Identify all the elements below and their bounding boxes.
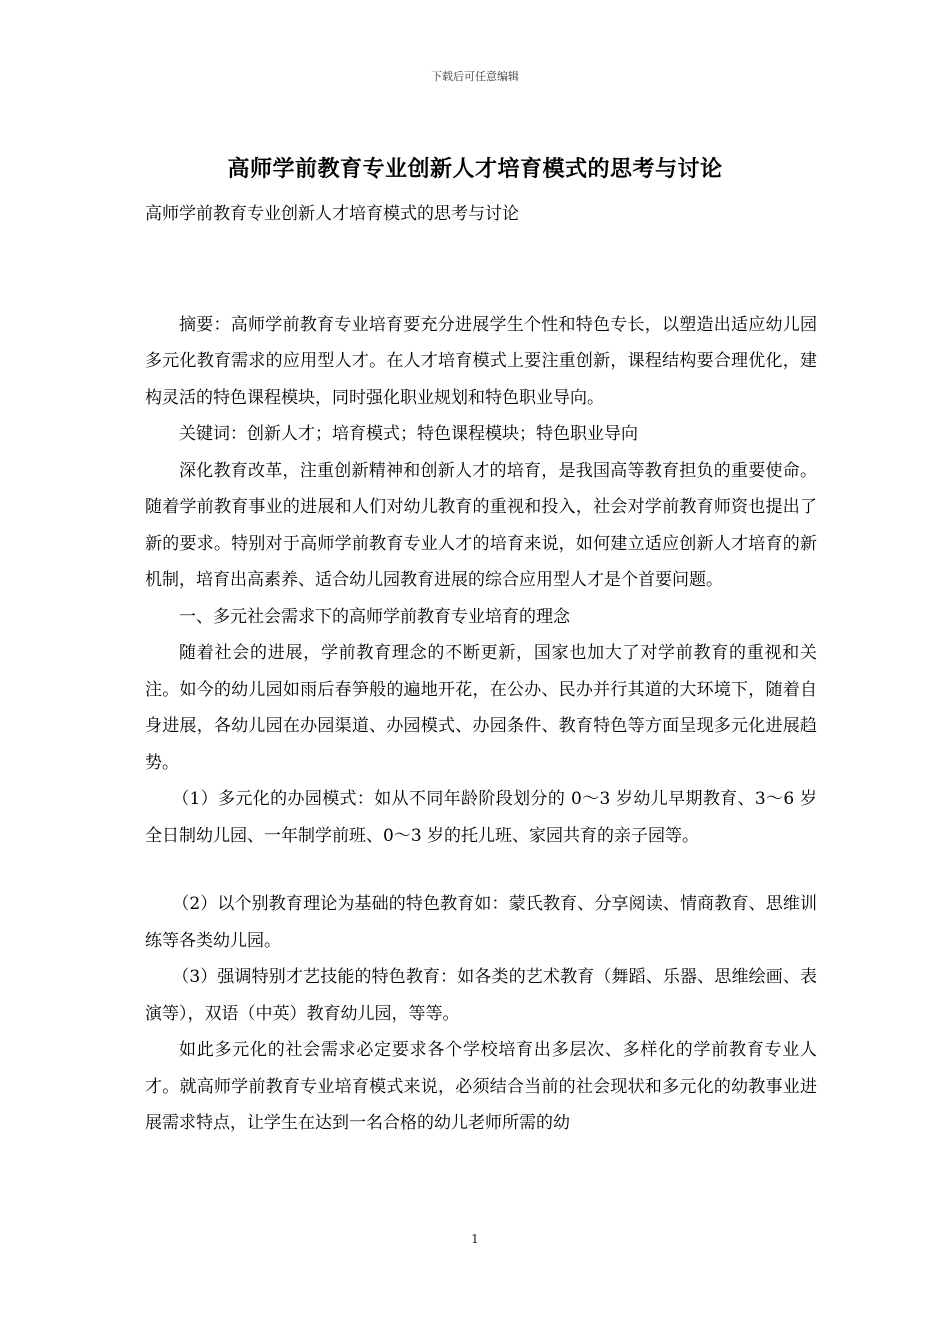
body-paragraph-3: 如此多元化的社会需求必定要求各个学校培育出多层次、多样化的学前教育专业人才。就高师学前教育专业培育模式来说，必须结合当前的社会现状和多元化的幼教事业进展需求特点，让学生在达到一名合格的幼儿老师所需的幼	[145, 1040, 817, 1133]
document-body	[145, 196, 817, 1142]
list-item-2: （2）以个别教育理论为基础的特色教育如：蒙氏教育、分享阅读、情商教育、思维训练等各类幼儿园。	[145, 894, 817, 951]
paragraph-spacer	[145, 854, 817, 886]
body-paragraph-2: 随着社会的进展，学前教育理念的不断更新，国家也加大了对学前教育的重视和关注。如今的幼儿园如雨后春笋般的遍地开花，在公办、民办并行其道的大环境下，随着自身进展，各幼儿园在办园渠道、办园模式、办园条件、教育特色等方面呈现多元化进展趋势。	[145, 643, 817, 773]
header-note: 下载后可任意编辑	[431, 70, 519, 83]
list-item-3: （3）强调特别才艺技能的特色教育：如各类的艺术教育（舞蹈、乐器、思维绘画、表演等），双语（中英）教育幼儿园，等等。	[145, 967, 817, 1024]
section-heading-1: 一、多元社会需求下的高师学前教育专业培育的理念	[179, 606, 570, 627]
body-paragraph-1: 深化教育改革，注重创新精神和创新人才的培育，是我国高等教育担负的重要使命。随着学前教育事业的进展和人们对幼儿教育的重视和投入，社会对学前教育师资也提出了新的要求。特别对于高师学前教育专业人才的培育来说，如何建立适应创新人才培育的新机制，培育出高素养、适合幼儿园教育进展的综合应用型人才是个首要问题。	[145, 460, 817, 590]
document-title: 高师学前教育专业创新人才培育模式的思考与讨论	[227, 157, 723, 182]
document-subtitle: 高师学前教育专业创新人才培育模式的思考与讨论	[145, 204, 519, 224]
abstract-paragraph: 摘要：高师学前教育专业培育要充分进展学生个性和特色专长，以塑造出适应幼儿园多元化教育需求的应用型人才。在人才培育模式上要注重创新，课程结构要合理优化，建构灵活的特色课程模块，同时强化职业规划和特色职业导向。	[145, 314, 817, 408]
keywords-paragraph: 关键词：创新人才；培育模式；特色课程模块；特色职业导向	[179, 424, 638, 444]
list-item-1: （1）多元化的办园模式：如从不同年龄阶段划分的 0～3 岁幼儿早期教育、3～6 岁全日制幼儿园、一年制学前班、0～3 岁的托儿班、家园共育的亲子园等。	[145, 789, 817, 846]
page-number: 1	[471, 1232, 479, 1246]
